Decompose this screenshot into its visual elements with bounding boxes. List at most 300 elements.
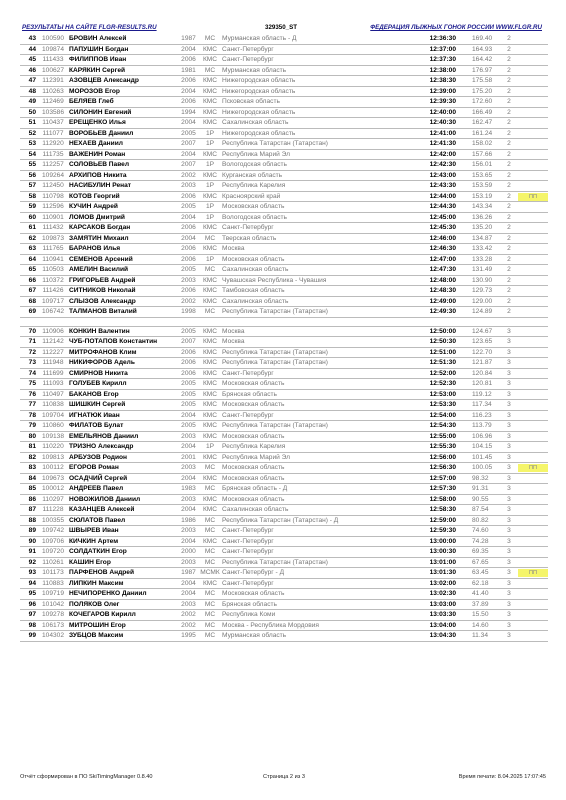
cell-rank: 1Р	[200, 128, 220, 139]
cell-rank: КМС	[200, 431, 220, 442]
cell-name: БАРАНОВ Илья	[67, 244, 177, 255]
cell-name: АРБУЗОВ Родион	[67, 452, 177, 463]
cell-rank: МС	[200, 631, 220, 642]
table-row	[20, 452, 548, 463]
table-row	[20, 421, 548, 432]
cell-year: 2006	[177, 358, 200, 369]
cell-year: 2003	[177, 431, 200, 442]
cell-grp: 2	[500, 244, 518, 255]
cell-rank: МСМК	[200, 569, 220, 576]
cell-year: 2003	[177, 275, 200, 286]
cell-score: 133.28	[458, 254, 500, 265]
cell-year: 2006	[177, 55, 200, 66]
table-row	[20, 526, 548, 537]
table-row	[20, 484, 548, 495]
cell-code: 100355	[39, 515, 67, 526]
cell-year: 2004	[177, 410, 200, 421]
cell-time: 12:50:00	[412, 326, 458, 337]
cell-grp: 3	[500, 400, 518, 411]
cell-grp: 3	[500, 337, 518, 348]
cell-time: 12:51:00	[412, 347, 458, 358]
cell-score: 15.50	[458, 610, 500, 621]
cell-time: 12:58:30	[412, 505, 458, 516]
cell-score: 158.02	[458, 139, 500, 150]
cell-grp: 3	[500, 347, 518, 358]
cell-code: 110220	[39, 442, 67, 453]
cell-score: 11.34	[458, 631, 500, 642]
cell-name: СИЛОНИН Евгений	[67, 107, 177, 118]
cell-year: 2006	[177, 244, 200, 255]
cell-region: Санкт-Петербург	[220, 410, 412, 421]
cell-score: 14.60	[458, 620, 500, 631]
cell-score: 164.93	[458, 44, 500, 55]
cell-time: 12:51:30	[412, 358, 458, 369]
cell-mark	[518, 410, 548, 421]
cell-name: ФИЛИППОВ Иван	[67, 55, 177, 66]
cell-score: 63.45	[458, 568, 500, 579]
table-row	[20, 410, 548, 421]
cell-place: 94	[20, 578, 39, 589]
table-row	[20, 389, 548, 400]
cell-rank: КМС	[200, 170, 220, 181]
cell-score: 133.42	[458, 244, 500, 255]
cell-mark	[518, 358, 548, 369]
cell-code: 111432	[39, 223, 67, 234]
cell-name: КОТОВ Георгий	[67, 191, 177, 202]
cell-region: Нижегородская область	[220, 107, 412, 118]
cell-score: 129.00	[458, 296, 500, 307]
cell-rank: МС	[200, 526, 220, 537]
cell-mark	[518, 452, 548, 463]
cell-time: 12:38:00	[412, 65, 458, 76]
cell-time: 12:44:30	[412, 202, 458, 213]
cell-place: 43	[20, 34, 39, 44]
cell-mark	[518, 536, 548, 547]
cell-name: ТРИЗНО Александр	[67, 442, 177, 453]
cell-rank: МС	[200, 65, 220, 76]
table-row	[20, 578, 548, 589]
cell-grp: 3	[500, 463, 518, 474]
cell-year: 2003	[177, 526, 200, 537]
cell-mark	[518, 223, 548, 234]
cell-year: 2004	[177, 473, 200, 484]
cell-rank: КМС	[200, 76, 220, 87]
cell-code: 106742	[39, 307, 67, 318]
table-row	[20, 494, 548, 505]
cell-code: 111228	[39, 505, 67, 516]
cell-time: 12:55:00	[412, 431, 458, 442]
cell-name: АЗОВЦЕВ Александр	[67, 76, 177, 87]
cell-time: 12:45:30	[412, 223, 458, 234]
cell-mark	[518, 181, 548, 192]
cell-region: Санкт-Петербург - Д	[220, 568, 412, 579]
cell-mark	[518, 34, 548, 44]
table-row	[20, 149, 548, 160]
table-row	[20, 244, 548, 255]
cell-region: Мурманская область	[220, 631, 412, 642]
cell-place: 58	[20, 191, 39, 202]
cell-region: Московская область	[220, 473, 412, 484]
cell-year: 2004	[177, 578, 200, 589]
cell-grp: 3	[500, 473, 518, 484]
cell-year: 1983	[177, 484, 200, 495]
table-row	[20, 65, 548, 76]
cell-year: 2005	[177, 128, 200, 139]
cell-score: 37.89	[458, 599, 500, 610]
cell-year: 2005	[177, 265, 200, 276]
cell-place: 85	[20, 484, 39, 495]
cell-mark	[518, 389, 548, 400]
cell-region: Республика Татарстан (Татарстан)	[220, 557, 412, 568]
table-row	[20, 223, 548, 234]
cell-rank: 1Р	[200, 442, 220, 453]
cell-mark	[518, 202, 548, 213]
cell-name: СЛЫЗОВ Александр	[67, 296, 177, 307]
cell-score: 164.42	[458, 55, 500, 66]
cell-score: 169.40	[458, 34, 500, 44]
cell-mark	[518, 568, 548, 579]
pp-badge: ПП	[518, 464, 548, 472]
cell-mark	[518, 599, 548, 610]
cell-mark	[518, 275, 548, 286]
table-row	[20, 631, 548, 642]
cell-time: 12:37:30	[412, 55, 458, 66]
cell-score: 134.87	[458, 233, 500, 244]
cell-place: 93	[20, 568, 39, 579]
cell-mark	[518, 65, 548, 76]
table-row	[20, 55, 548, 66]
cell-rank: КМС	[200, 223, 220, 234]
cell-region: Московская область	[220, 463, 412, 474]
cell-grp: 3	[500, 610, 518, 621]
cell-mark	[518, 421, 548, 432]
cell-region: Сахалинская область	[220, 505, 412, 516]
cell-rank: КМС	[200, 421, 220, 432]
cell-year: 2004	[177, 589, 200, 600]
cell-year: 2007	[177, 139, 200, 150]
cell-place: 92	[20, 557, 39, 568]
table-row	[20, 212, 548, 223]
cell-code: 100590	[39, 34, 67, 44]
cell-year: 1998	[177, 307, 200, 318]
print-time: Время печати: 8.04.2025 17:07:45	[458, 774, 546, 780]
table-row	[20, 589, 548, 600]
cell-code: 109717	[39, 296, 67, 307]
cell-rank: КМС	[200, 118, 220, 129]
cell-rank: МС	[200, 233, 220, 244]
cell-rank: КМС	[200, 149, 220, 160]
cell-year: 1987	[177, 34, 200, 44]
cell-rank: КМС	[200, 191, 220, 202]
cell-rank: КМС	[200, 379, 220, 390]
cell-place: 59	[20, 202, 39, 213]
cell-code: 111765	[39, 244, 67, 255]
cell-region: Московская область	[220, 254, 412, 265]
cell-grp: 3	[500, 389, 518, 400]
cell-time: 13:01:30	[412, 568, 458, 579]
cell-score: 117.34	[458, 400, 500, 411]
cell-region: Тамбовская область	[220, 286, 412, 297]
table-row	[20, 233, 548, 244]
cell-code: 111948	[39, 358, 67, 369]
cell-score: 98.32	[458, 473, 500, 484]
cell-name: ВОРОБЬЕВ Даниил	[67, 128, 177, 139]
cell-code: 110798	[39, 191, 67, 202]
cell-score: 153.19	[458, 191, 500, 202]
cell-time: 12:56:00	[412, 452, 458, 463]
cell-place: 88	[20, 515, 39, 526]
table-row	[20, 34, 548, 44]
cell-mark	[518, 631, 548, 642]
cell-year: 2005	[177, 421, 200, 432]
cell-time: 12:43:00	[412, 170, 458, 181]
cell-name: СМИРНОВ Никита	[67, 368, 177, 379]
cell-name: МИТРОШИН Егор	[67, 620, 177, 631]
cell-place: 68	[20, 296, 39, 307]
table-row	[20, 536, 548, 547]
cell-region: Брянская область - Д	[220, 484, 412, 495]
cell-year: 2006	[177, 368, 200, 379]
cell-place: 65	[20, 265, 39, 276]
cell-code: 100012	[39, 484, 67, 495]
table-row	[20, 107, 548, 118]
cell-place: 74	[20, 368, 39, 379]
cell-year: 2004	[177, 442, 200, 453]
cell-year: 2004	[177, 233, 200, 244]
cell-code: 110838	[39, 400, 67, 411]
pp-badge: ПП	[518, 569, 548, 577]
table-row	[20, 170, 548, 181]
cell-region: Вологодская область	[220, 212, 412, 223]
cell-code: 110497	[39, 389, 67, 400]
cell-time: 12:57:30	[412, 484, 458, 495]
cell-place: 62	[20, 233, 39, 244]
cell-time: 12:49:30	[412, 307, 458, 318]
cell-grp: 2	[500, 107, 518, 118]
cell-time: 12:41:30	[412, 139, 458, 150]
cell-time: 12:56:30	[412, 463, 458, 474]
cell-time: 12:54:00	[412, 410, 458, 421]
cell-place: 61	[20, 223, 39, 234]
cell-year: 2002	[177, 620, 200, 631]
cell-name: ЕРЕЩЕНКО Илья	[67, 118, 177, 129]
cell-region: Москва	[220, 326, 412, 337]
cell-mark	[518, 118, 548, 129]
cell-region: Республика Коми	[220, 610, 412, 621]
cell-rank: МС	[200, 307, 220, 318]
cell-grp: 3	[500, 557, 518, 568]
cell-score: 175.58	[458, 76, 500, 87]
cell-score: 80.82	[458, 515, 500, 526]
cell-time: 13:03:30	[412, 610, 458, 621]
cell-rank: КМС	[200, 505, 220, 516]
cell-year: 2001	[177, 452, 200, 463]
cell-score: 119.12	[458, 389, 500, 400]
cell-year: 1981	[177, 65, 200, 76]
cell-rank: 1Р	[200, 202, 220, 213]
cell-place: 75	[20, 379, 39, 390]
cell-grp: 3	[500, 358, 518, 369]
cell-place: 46	[20, 65, 39, 76]
cell-year: 2002	[177, 170, 200, 181]
cell-mark	[518, 254, 548, 265]
cell-code: 109720	[39, 547, 67, 558]
cell-grp: 2	[500, 34, 518, 44]
cell-place: 47	[20, 76, 39, 87]
cell-region: Сахалинская область	[220, 265, 412, 276]
cell-code: 109673	[39, 473, 67, 484]
cell-time: 12:50:30	[412, 337, 458, 348]
cell-code: 109719	[39, 589, 67, 600]
cell-grp: 3	[500, 589, 518, 600]
cell-region: Республика Карелия	[220, 181, 412, 192]
cell-name: НЕЧИПОРЕНКО Даниил	[67, 589, 177, 600]
cell-year: 2003	[177, 181, 200, 192]
cell-code: 109874	[39, 44, 67, 55]
cell-name: АМЕЛИН Василий	[67, 265, 177, 276]
cell-name: ПАРФЕНОВ Андрей	[67, 568, 177, 579]
cell-code: 111735	[39, 149, 67, 160]
table-row	[20, 620, 548, 631]
cell-grp: 3	[500, 568, 518, 579]
cell-grp: 3	[500, 379, 518, 390]
cell-code: 111433	[39, 55, 67, 66]
cell-code: 112227	[39, 347, 67, 358]
cell-name: КОЧЕГАРОВ Кирилл	[67, 610, 177, 621]
cell-name: ОСАДЧИЙ Сергей	[67, 473, 177, 484]
cell-rank: КМС	[200, 244, 220, 255]
cell-score: 62.18	[458, 578, 500, 589]
cell-rank: КМС	[200, 296, 220, 307]
cell-place: 51	[20, 118, 39, 129]
cell-code: 110883	[39, 578, 67, 589]
cell-score: 90.55	[458, 494, 500, 505]
cell-place: 90	[20, 536, 39, 547]
cell-name: ФИЛАТОВ Булат	[67, 421, 177, 432]
cell-place: 95	[20, 589, 39, 600]
cell-grp: 2	[500, 139, 518, 150]
cell-place: 81	[20, 442, 39, 453]
protocol-id: 329350_ST	[265, 24, 297, 31]
cell-rank: 1Р	[200, 139, 220, 150]
cell-mark	[518, 526, 548, 537]
table-row	[20, 337, 548, 348]
cell-code: 110437	[39, 118, 67, 129]
cell-code: 106173	[39, 620, 67, 631]
cell-rank: КМС	[200, 347, 220, 358]
cell-place: 54	[20, 149, 39, 160]
cell-year: 2007	[177, 160, 200, 171]
cell-year: 2006	[177, 254, 200, 265]
cell-time: 12:42:00	[412, 149, 458, 160]
cell-mark	[518, 76, 548, 87]
cell-region: Московская область	[220, 202, 412, 213]
cell-year: 2004	[177, 86, 200, 97]
cell-name: МОРОЗОВ Егор	[67, 86, 177, 97]
cell-name: ВАЖЕНИН Роман	[67, 149, 177, 160]
table-row	[20, 139, 548, 150]
cell-name: ГРИГОРЬЕВ Андрей	[67, 275, 177, 286]
table-row	[20, 442, 548, 453]
cell-grp: 2	[500, 265, 518, 276]
cell-code: 112142	[39, 337, 67, 348]
cell-place: 98	[20, 620, 39, 631]
cell-place: 50	[20, 107, 39, 118]
cell-region: Санкт-Петербург	[220, 578, 412, 589]
cell-year: 2005	[177, 202, 200, 213]
table-row	[20, 296, 548, 307]
cell-mark	[518, 473, 548, 484]
cell-time: 12:55:30	[412, 442, 458, 453]
cell-code: 110263	[39, 86, 67, 97]
cell-grp: 3	[500, 631, 518, 642]
cell-region: Москва - Республика Мордовия	[220, 620, 412, 631]
cell-rank: КМС	[200, 473, 220, 484]
results-table	[20, 34, 548, 642]
cell-name: ЧУБ-ПОТАПОВ Константин	[67, 337, 177, 348]
cell-place: 63	[20, 244, 39, 255]
cell-mark	[518, 212, 548, 223]
cell-grp: 2	[500, 296, 518, 307]
cell-region: Республика Карелия	[220, 442, 412, 453]
cell-rank: КМС	[200, 536, 220, 547]
results-site-link[interactable]: РЕЗУЛЬТАТЫ НА САЙТЕ FLGR-RESULTS.RU	[22, 24, 157, 31]
cell-code: 112469	[39, 97, 67, 108]
cell-place: 76	[20, 389, 39, 400]
table-row	[20, 599, 548, 610]
cell-time: 12:53:00	[412, 389, 458, 400]
cell-code: 110906	[39, 326, 67, 337]
pp-badge: ПП	[518, 193, 548, 201]
table-row	[20, 463, 548, 474]
cell-year: 2004	[177, 44, 200, 55]
cell-region: Нижегородская область	[220, 128, 412, 139]
cell-score: 104.15	[458, 442, 500, 453]
cell-rank: КМС	[200, 337, 220, 348]
cell-name: ШВЫРЕВ Иван	[67, 526, 177, 537]
cell-score: 41.40	[458, 589, 500, 600]
cell-grp: 3	[500, 484, 518, 495]
cell-score: 124.89	[458, 307, 500, 318]
cell-place: 80	[20, 431, 39, 442]
cell-grp: 2	[500, 202, 518, 213]
cell-rank: КМС	[200, 578, 220, 589]
cell-rank: КМС	[200, 410, 220, 421]
cell-year: 2007	[177, 337, 200, 348]
cell-year: 2006	[177, 223, 200, 234]
cell-name: НОВОЖИЛОВ Даниил	[67, 494, 177, 505]
cell-name: СЮЛАТОВ Павел	[67, 515, 177, 526]
cell-place: 64	[20, 254, 39, 265]
cell-code: 100627	[39, 65, 67, 76]
cell-rank: МС	[200, 599, 220, 610]
cell-region: Санкт-Петербург	[220, 547, 412, 558]
cell-rank: КМС	[200, 286, 220, 297]
cell-code: 109706	[39, 536, 67, 547]
cell-name: ПАПУШИН Богдан	[67, 44, 177, 55]
cell-year: 1994	[177, 107, 200, 118]
federation-link[interactable]: ФЕДЕРАЦИЯ ЛЫЖНЫХ ГОНОК РОССИИ WWW.FLGR.RU	[370, 24, 542, 31]
cell-time: 12:36:30	[412, 34, 458, 44]
cell-mark	[518, 44, 548, 55]
cell-region: Нижегородская область	[220, 86, 412, 97]
table-row	[20, 128, 548, 139]
cell-time: 12:58:00	[412, 494, 458, 505]
table-row	[20, 473, 548, 484]
cell-grp: 3	[500, 578, 518, 589]
cell-name: БРОВИН Алексей	[67, 34, 177, 44]
cell-code: 104302	[39, 631, 67, 642]
